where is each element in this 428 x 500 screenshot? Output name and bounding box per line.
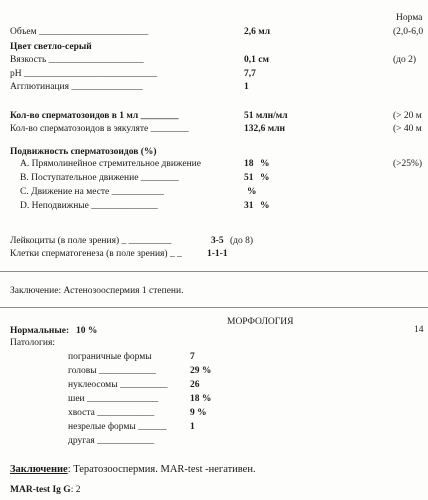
motility-c-unit: %: [247, 187, 257, 197]
pathology-heads-label: головы ____________: [68, 366, 157, 376]
pathology-immature-label: незрелые формы ______: [68, 422, 167, 432]
pathology-borderline-label: пограничные формы: [68, 352, 152, 362]
pathology-borderline-value: 7: [190, 352, 195, 362]
pathology-necks-value: 18 %: [190, 394, 212, 404]
pathology-heads-value: 29 %: [190, 366, 212, 376]
motility-b-unit: %: [260, 173, 270, 183]
pathology-tails-value: 9 %: [190, 408, 207, 418]
count-per-ml-value: 51 млн/мл: [244, 111, 288, 121]
volume-label: Объем _______________________: [10, 27, 149, 37]
ph-value: 7,7: [244, 69, 256, 79]
divider-1: [0, 271, 428, 272]
motility-c-label: C. Движение на месте ___________: [20, 187, 164, 197]
norm-header: Норма: [396, 13, 423, 23]
mar-test-label: MAR-test Ig G: [10, 485, 71, 495]
ph-label: pH ____________________________: [10, 69, 157, 79]
motility-a-label: A. Прямолинейное стремительное движение: [20, 159, 201, 169]
volume-norm: (2,0-6,0: [393, 27, 424, 37]
pathology-tails-label: хвоста ____________: [68, 408, 155, 418]
conclusion-text: : Тератозооспермия. MAR-test -негативен.: [67, 464, 256, 475]
motility-b-value: 51: [244, 173, 254, 183]
pathology-necks-label: шеи _______________: [68, 394, 159, 404]
motility-a-unit: %: [260, 159, 270, 169]
normal-forms-label: Нормальные:: [10, 326, 70, 336]
pathology-other-label: другая ____________: [68, 436, 155, 446]
leukocytes-norm: (до 8): [230, 236, 254, 246]
count-per-ml-label: Кол-во сперматозоидов в 1 мл ________: [10, 111, 179, 121]
volume-value: 2,6 мл: [244, 27, 271, 37]
leukocytes-label: Лейкоциты (в поле зрения) _ _________: [10, 236, 172, 246]
count-ejaculate-label: Кол-во сперматозоидов в эякуляте ________: [10, 124, 189, 134]
mar-test-line: [10, 486, 80, 496]
count-per-ml-norm: (> 20 м: [393, 111, 422, 121]
page-number: 14: [414, 325, 424, 335]
morphology-title: МОРФОЛОГИЯ: [227, 317, 294, 327]
count-ejaculate-norm: (> 40 м: [393, 124, 422, 134]
viscosity-norm: (до 2): [393, 55, 417, 65]
pathology-label: Патология:: [10, 338, 55, 348]
agglutination-value: 1: [244, 82, 249, 92]
motility-d-value: 31: [244, 201, 254, 211]
conclusion-teratozoospermia: [10, 465, 256, 476]
leukocytes-value: 3-5: [211, 236, 224, 246]
mar-test-value: : 2: [70, 485, 81, 495]
pathology-nucleosomes-label: нуклеосомы __________: [68, 380, 168, 390]
divider-2: [0, 307, 428, 308]
motility-a-norm: (>25%): [393, 159, 423, 169]
motility-b-label: B. Поступательное движение ________: [20, 173, 179, 183]
spermatogenesis-label: Клетки сперматогенеза (в поле зрения) _ _: [10, 249, 182, 259]
motility-a-value: 18: [244, 159, 254, 169]
normal-forms-value: 10 %: [76, 326, 98, 336]
conclusion-asthenozoospermia: Заключение: Астенозооспермия 1 степени.: [10, 286, 184, 296]
motility-title: Подвижность сперматозоидов (%): [10, 147, 157, 157]
motility-d-label: D. Неподвижные ______________: [20, 201, 158, 211]
conclusion-label: Заключение: [10, 464, 68, 475]
color-label: Цвет светло-серый: [10, 42, 92, 52]
pathology-nucleosomes-value: 26: [190, 380, 200, 390]
pathology-immature-value: 1: [190, 422, 195, 432]
viscosity-label: Вязкость ____________________: [10, 55, 144, 65]
viscosity-value: 0,1 см: [244, 55, 269, 65]
spermatogenesis-value: 1-1-1: [207, 249, 228, 259]
motility-d-unit: %: [260, 201, 270, 211]
count-ejaculate-value: 132,6 млн: [244, 124, 286, 134]
agglutination-label: Агглютинация _______________: [10, 82, 143, 92]
